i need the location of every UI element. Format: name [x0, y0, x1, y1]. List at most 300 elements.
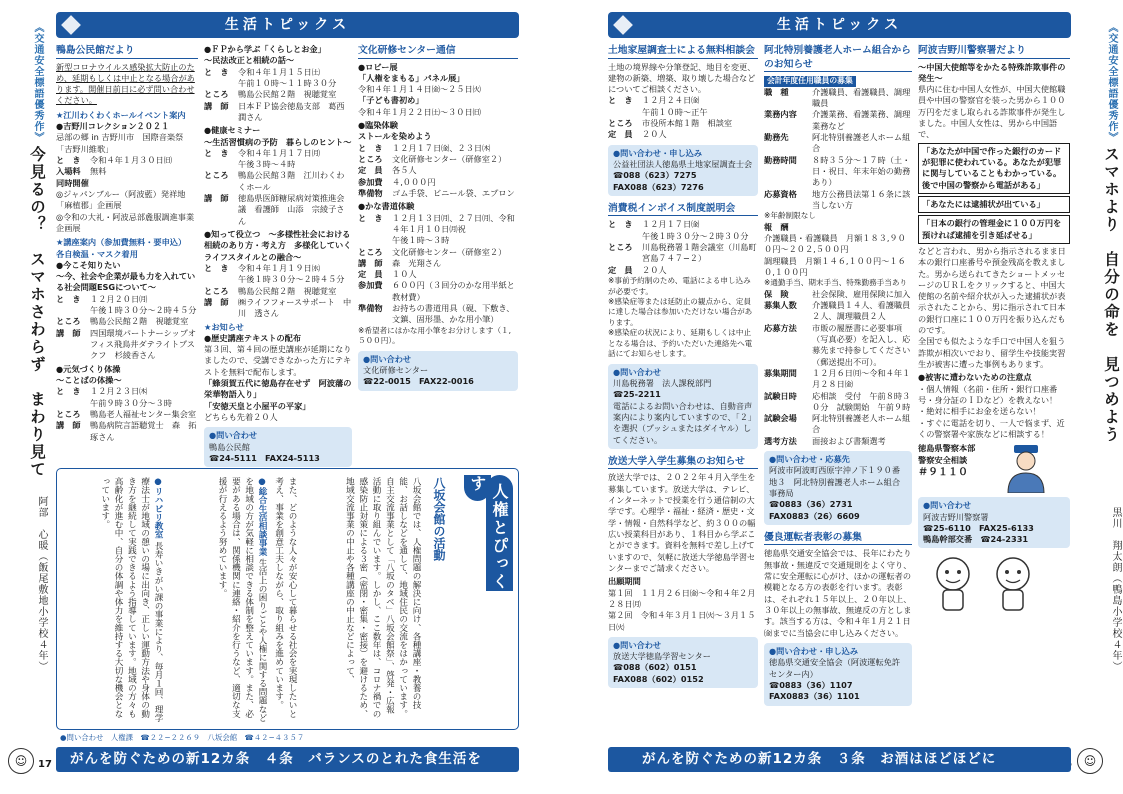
label: 試験会場 [764, 413, 797, 424]
value: 川島税務署１階会議室（川島町宮島７４７−２） [642, 242, 757, 264]
notice-heading: ★お知らせ [204, 321, 244, 332]
cancer-prevention-footer [56, 747, 519, 772]
application-period-label: 出願期間 [608, 576, 641, 587]
contact-title: ●問い合わせ [613, 639, 662, 650]
eligibility [764, 189, 912, 212]
fraud-quote-3: 「日本の銀行の管理金に１００万円を預ければ逮捕を引き延ばせる」 [918, 215, 1070, 244]
value: 鴨島公民館２階 視聴覚室 [90, 316, 189, 327]
invoice-note-1: ※事前予約制のため、電話による申し込みが必要です。 [608, 276, 751, 296]
label: と き [204, 147, 229, 158]
course-2-time: 午前９時３０分〜３時 [90, 397, 172, 408]
value: 令和４年１月１７日㈪ [238, 147, 320, 158]
course-2-title: ●元気づくり体操 [56, 363, 121, 374]
contact-fax: FAX088（623）7276 [613, 181, 704, 192]
slogan-author: 黒川 翔太朗（鴨島小学校４年） [1110, 507, 1121, 672]
contact-title: ●問い合わせ [209, 430, 258, 441]
label: 講 師 [56, 327, 81, 338]
value: １２月６日㈪〜令和４年１月２８日㈮ [812, 367, 911, 390]
invoice-note-3: ※感染症の状況により、延期もしくは中止となる場合は、予約いただいた連絡先へ電話にてお知らせします。 [608, 328, 753, 359]
land-survey-contact [608, 145, 758, 196]
work-hours [764, 155, 912, 189]
value: ㈱ライフフォースサポート 中川 透さん [238, 296, 352, 319]
tip-2: ・絶対に相手にお金を送らない！ [918, 406, 1041, 417]
label: ところ [56, 408, 81, 419]
label: ところ [608, 118, 633, 129]
useful-lecturer [204, 297, 352, 320]
label: 入場料 [56, 166, 81, 177]
label: 講 師 [204, 100, 229, 111]
course-1-date [56, 294, 198, 305]
contact-fax: FAX0883（26）6609 [769, 510, 860, 521]
land-survey-date [608, 95, 758, 106]
paragraph: 自主交流事業として「八坂のタベ」八坂会館祭」、啓発・広報活動に取り組んでいます。しかし、ここ数年は、コロナ禍での感染防止対策による３密（密閉・密集・密接）を避けるため、地域交流事業の中止や各種講座の中止などによって、 [344, 477, 395, 718]
value: 社会保険、雇用保険に加入 [812, 288, 911, 299]
value: １２月２４日㈮ [642, 95, 700, 106]
calligraphy-lecturer [358, 258, 518, 269]
value: 阿北特別養護老人ホーム組合 [812, 413, 911, 435]
health-title: ●健康セミナー [204, 125, 261, 136]
dye-heading: ●臨染体験 [358, 120, 398, 131]
contact-fax: FAX0883（36）1101 [769, 691, 860, 702]
value: 令和４年１月３０日㈰ [90, 155, 172, 166]
invoice-place [608, 242, 758, 265]
value: 鴨島公民館３階 江川わくわくホール [238, 170, 345, 192]
contact-tel: ☎22-0015 FAX22-0016 [363, 376, 474, 387]
label: と き [358, 212, 383, 223]
contact-title: ●問い合わせ・申し込み [613, 147, 703, 158]
value: 面接および書類選考 [812, 435, 886, 446]
health-subtitle: 〜生活習慣病の予防 暮らしのヒント〜 [204, 136, 352, 147]
contact-name: 文化研修センター [363, 364, 429, 375]
label: 講 師 [56, 420, 81, 431]
event-date-row [56, 155, 198, 166]
course-section-note: 各自検温・マスク着用 [56, 248, 138, 259]
label: と き [608, 95, 633, 106]
tips-heading: ●被害に遭わないための注意点 [918, 372, 1032, 383]
police-contact [918, 497, 1070, 548]
label: と き [56, 386, 81, 397]
contact-title: ●問い合わせ・応募先 [769, 454, 850, 465]
invoice-contact [608, 364, 758, 449]
cancer-prevention-footer [608, 747, 1071, 772]
contact-fax: FAX088（602）0152 [613, 673, 704, 684]
health-lecturer [204, 193, 352, 227]
course-1-place [56, 316, 198, 327]
headcount [764, 300, 912, 323]
value: 阿北特別養護老人ホーム組合 [812, 132, 911, 154]
value: ８時３５分〜１７時（土・日・祝日、年末年始の勤務あり） [812, 154, 911, 188]
invoice-title: 消費税インボイス制度説明会 [608, 202, 758, 217]
fp-time: 午前１０時〜１１時３０分 [238, 77, 337, 88]
recruitment-badge: 会計年度任用職員の募集 [764, 76, 856, 87]
value: １２月２３日㈭ [90, 386, 148, 397]
university-contact [608, 637, 758, 688]
label: 応募資格 [764, 188, 797, 199]
value: ２０人 [642, 264, 667, 275]
police-hq-text [918, 443, 996, 493]
value: 介護業務、看護業務、調理業務など [812, 109, 911, 131]
calligraphy-capacity [358, 269, 518, 280]
calligraphy-place [358, 247, 518, 258]
value: 各５人 [392, 165, 417, 176]
invoice-capacity [608, 265, 758, 276]
value: 文化研修センター（研修室２） [392, 154, 507, 165]
page-16 [562, 0, 1123, 794]
dye-capacity [358, 165, 518, 176]
culture-center-column [358, 44, 518, 391]
label: ところ [358, 154, 383, 165]
police-hq-block [918, 443, 1070, 493]
paragraph: 長寿いきがい課の事業により、毎月１回、理学療法士が地域の憩いの場に出向き、正しい運動方法や身体の動き方を継続して実践できるよう指導しています。地域の方々も高齢化が進む中、自分の体調や体力を維持する大切な機会となっています。 [99, 477, 163, 722]
value: 森 光翔さん [392, 257, 442, 268]
right-column-1 [608, 44, 758, 688]
value: 鴨島老人福祉センター集会室 [90, 408, 197, 419]
label: ところ [204, 89, 229, 100]
course-2-lecturer [56, 420, 198, 443]
label: 定 員 [608, 129, 633, 140]
lobby-exhibit-2: 「子ども書初め」 [358, 95, 424, 106]
health-date [204, 148, 352, 159]
land-survey-capacity [608, 129, 758, 140]
calligraphy-date [358, 213, 518, 236]
tip-3: ・すぐに電話を切り、一人で悩まず、近くの警察署や家族などに相談する！ [918, 417, 1065, 439]
contact-tel: ☎088（623）7275 [613, 170, 697, 181]
footer-text: がんを防ぐための新12カ条 ３条 お酒はほどほどに [642, 751, 997, 767]
land-survey-place [608, 118, 758, 129]
right-column-3 [918, 44, 1070, 616]
label: 講 師 [204, 193, 229, 204]
contact-tel: ☎25-2211 [613, 389, 661, 400]
label: 選考方法 [764, 435, 797, 446]
value: 市役所本館１階 相談室 [642, 118, 733, 129]
right-column-2 [764, 44, 912, 706]
dye-fee [358, 177, 518, 188]
value: １２月１７日㈮、２３日㈭ [392, 142, 491, 153]
consultation-section [168, 477, 268, 722]
label: ところ [56, 316, 81, 327]
label: と き [358, 142, 383, 153]
contact-org: 阿波吉野川警察署 [923, 511, 989, 522]
section-banner: 生活トピックス [56, 12, 519, 38]
yasaka-body-1 [304, 477, 422, 722]
value: 介護職員１４人、看護職員２人、調理職員２人 [812, 300, 911, 322]
contact-org: 公益社団法人徳島県土地家屋調査士会 [613, 159, 753, 170]
label: 定 員 [358, 269, 383, 280]
value: 令和４年１月１９日㈬ [238, 262, 320, 273]
invoice-note-2: ※感染症等または延防止の観点から、定員に達した場合は参加いただけない場合があります。 [608, 296, 753, 327]
contact-title: ●問い合わせ [923, 500, 972, 511]
course-2-place [56, 409, 198, 420]
job-duties [764, 109, 912, 132]
label: 参加費 [358, 280, 383, 291]
calligraphy-note: ※希望者にはかな用小筆をお分けします（１,５００円）。 [358, 325, 512, 346]
police-body-3: 全国でも似たような手口で中国人を狙う詐欺が相次いでおり、留学生や技能実習生が被害に遭った事例もあります。 [918, 336, 1066, 370]
fraud-quote-1: 「あなたが中国で作った銀行のカードが犯罪に使われている。あなたが犯罪に関与していることもわかっている。後で中国の警察から電話がある」 [918, 143, 1070, 194]
value: 無料 [90, 166, 107, 177]
dye-subtitle: ストールを染めよう [358, 131, 432, 142]
value: ６００円（３回分のかな用半紙と教材費） [392, 280, 515, 302]
dye-prep [358, 188, 518, 199]
dye-date [358, 143, 518, 154]
paragraph: また、どのような人々が安心して暮らせる社会を実現したいと考え、事業を創意工夫しながら、取り組みを進めています。 [273, 477, 297, 718]
calligraphy-time: 午後１時〜３時 [392, 235, 450, 246]
insurance [764, 289, 912, 300]
invoice-time: 午後１時３０分〜２時３０分 [642, 230, 749, 241]
age-note: ※年齢制限なし [764, 211, 816, 221]
label: 定 員 [608, 264, 633, 275]
lobby-exhibit-1-date: 令和４年１月１４日㈮〜２５日㈫ [358, 84, 481, 95]
slogan-heading: 《交通安全標語優秀作》 [32, 22, 43, 143]
footer-text: がんを防ぐための新12カ条 ４条 バランスのとれた食生活を [70, 751, 482, 767]
value: ４,０００円 [392, 176, 436, 187]
contact-tel: ☎0883（36）1107 [769, 679, 853, 690]
value: 徳島県医師糖尿病対策推進会議 看護師 山添 宗綾子さん [238, 193, 345, 226]
value: 応相談 受付 午前８時３０分 試験開始 午前９時 [812, 390, 911, 412]
contact-tel: ☎25-6110 FAX25-6133 [923, 522, 1034, 533]
co-event-heading: 同時開催 [56, 177, 89, 188]
label: 定 員 [358, 165, 383, 176]
label: ところ [608, 242, 633, 253]
university-title: 放送大学入学生募集のお知らせ [608, 455, 758, 470]
label: 試験日時 [764, 390, 797, 401]
invoice-date [608, 219, 758, 230]
label: と き [204, 66, 229, 77]
slogan-text: スマホより 自分の命を 見つめよう [1102, 145, 1121, 444]
fraud-quote-2: 「あなたには逮捕状が出ている」 [918, 196, 1070, 213]
salary-cook: 調理職員 月額１４６,１００円〜１６０,１００円 [764, 255, 906, 277]
apply-period [764, 368, 912, 391]
course-1-subtitle: 〜今、社会や企業が最も力を入れている社会問題ESGについて〜 [56, 271, 196, 293]
application-period-2: 第２回 令和４年３月１日㈫〜３月１５日㈫ [608, 610, 756, 632]
label: 保 険 [764, 288, 789, 299]
contact-org: 川島税務署 法人課税部門 [613, 378, 712, 389]
label: 報 酬 [764, 221, 789, 232]
nursing-home-title: 阿北特別養護老人ホーム組合からのお知らせ [764, 44, 912, 72]
health-place [204, 170, 352, 193]
event-subtitle: 忌部の郷 in 吉野川市 国際音楽祭「吉野川維歌」 [56, 132, 184, 154]
contact-org: 阿波市阿波町西原字沖ノ下１９０番地３ 阿北特別養護老人ホーム組合 事務局 [769, 465, 909, 499]
label: ところ [204, 170, 229, 181]
contact-tel: ☎0883（36）2731 [769, 499, 853, 510]
lobby-exhibit-2-date: 令和４年１月２２日㈯〜３０日㈰ [358, 106, 481, 117]
value: 令和４年１月１５日㈯ [238, 66, 320, 77]
contact-name: 鴨島公民館 [209, 441, 250, 452]
section-heading: ●リハビリ教室 [153, 477, 163, 539]
notice-body: 第３回、第４回の歴史講座が延期になりましたので、受講できなかった方にテキストを無料で配布します。 [204, 344, 352, 377]
health-time: 午後３時〜４時 [238, 159, 296, 170]
lobby-exhibit-1: 「人権をまもる」パネル展」 [358, 72, 465, 83]
label: 勤務先 [764, 132, 789, 143]
slogan-text: 今見るの？ スマホさわらず まわり見て [28, 145, 47, 479]
label: 応募方法 [764, 322, 797, 333]
land-survey-body: 土地の境界線や分筆登記、地目を変更、建物の新築、増築、取り壊した場合などについてご相談ください。 [608, 61, 756, 95]
tip-1: ・個人情報（名前・住所・銀行口座番号・身分証のＩＤなど）を教えない！ [918, 383, 1058, 405]
job-type [764, 87, 912, 110]
event-section-heading: ★江川わくわくホールイベント案内 [56, 109, 186, 120]
label: と き [204, 262, 229, 273]
selection-method [764, 436, 912, 447]
page-number: 17 [38, 759, 52, 770]
lobby-heading: ●ロビー展 [358, 61, 398, 72]
kamojima-title: 鴨島公民館だより [56, 44, 198, 59]
kamojima-column [56, 44, 198, 443]
allowance-note: ※通勤手当、期末手当、特殊勤務手当あり [764, 278, 908, 288]
salary-label [764, 222, 912, 233]
fp-date [204, 67, 352, 78]
label: 準備物 [358, 187, 383, 198]
slogan-author: 阿部 心暖（飯尾敷地小学校４年） [36, 496, 47, 672]
kamojima-intro: 新型コロナウイルス感染拡大防止のため、延期もしくは中止となる場合があります。開催日前日に必ず問い合わせください。 [56, 61, 195, 106]
culture-center-title: 文化研修センター通信 [358, 44, 518, 59]
label: 業務内容 [764, 109, 797, 120]
course-1-title: ●今こそ知りたい [56, 259, 121, 270]
value: 介護職員、看護職員、調理職員 [812, 86, 911, 109]
human-rights-heading: 人権とぴっくす [464, 475, 513, 591]
calligraphy-fee [358, 280, 518, 303]
slogan-heading: 《交通安全標語優秀作》 [1106, 22, 1117, 143]
label: 参加費 [358, 176, 383, 187]
subtitle-text: 八坂会館の活動 [432, 477, 446, 561]
mascot-icon: ☺ [1077, 748, 1103, 774]
contact-tel: ☎088（602）0151 [613, 662, 697, 673]
exam-date [764, 391, 912, 414]
useful-time: 午後１時３０分〜２時４５分 [238, 274, 345, 285]
mascot-icon: ☺ [8, 748, 34, 774]
driver-award-title: 優良運転者表彰の募集 [764, 531, 912, 546]
traffic-slogan-right [1078, 22, 1122, 692]
workplace [764, 132, 912, 155]
label: と き [608, 219, 633, 230]
application-period-1: 第１回 １１月２６日㈮〜令和４年２月２８日㈪ [608, 587, 756, 609]
fp-title: ●ＦＰから学ぶ「くらしとお金」 [204, 44, 326, 54]
contact-guide: 電話によるお問い合わせは、自動音声案内により案内していますので、「２」を選択（プッシュまたはダイヤル）してください。 [613, 400, 753, 445]
hq-number: ＃９１１０ [918, 466, 968, 478]
hq-name: 徳島県警察本部 [918, 443, 976, 454]
label: と き [56, 293, 81, 304]
label: 募集人数 [764, 300, 797, 311]
driver-award-contact [764, 643, 912, 706]
apply-method [764, 323, 912, 368]
course-1-time: 午後１時３０分〜２時４５分 [90, 305, 197, 316]
label: 募集期間 [764, 367, 797, 378]
value: １２月１７日㈮ [642, 219, 700, 230]
label: 講 師 [358, 257, 383, 268]
police-body-2: などと言われ、男から指示されるまま日本の銀行口座番号や預金残高を教えました。男から送られてきたショートメッセージのＵＲＬをクリックすると、中国大使館の名前や紹介状が入った逮捕状が表示されたことから、男に指示されて日本の銀行口座に１００万円を振り込んだものです。 [918, 245, 1066, 336]
notice-text-1: 「蜂須賀五代に徳島存在せず 阿波藩の栄華物語入り」 [204, 378, 352, 400]
useful-date [204, 263, 352, 274]
label: と き [56, 155, 81, 166]
value: お持ちの書道用具（硯、下敷き、文鎮、固形墨、かな用小筆） [392, 303, 515, 325]
label: 勤務時間 [764, 154, 797, 165]
human-rights-title [448, 475, 510, 615]
dye-place [358, 154, 518, 165]
value: ２０人 [642, 129, 667, 140]
salary-care: 介護職員・看護職員 月額１８３,９００円〜２０２,５００円 [764, 233, 906, 255]
value: ゴム手袋、ビニール袋、エプロン [392, 187, 515, 198]
contact-2: 八坂会館 ☎４２−４３５７ [207, 733, 305, 742]
police-subtitle: 〜中国大使館等をかたる特殊詐欺事件の発生〜 [918, 61, 1066, 83]
label: 職 種 [764, 86, 789, 97]
human-rights-topics [56, 468, 519, 730]
calligraphy-heading: ●かな書道体験 [358, 201, 415, 212]
course-section-heading: ★講座案内（参加費無料・要申込） [56, 237, 187, 248]
value: 鴨島公民館２階 視聴覚室 [238, 285, 337, 296]
land-survey-time: 午前１０時〜正午 [642, 106, 708, 117]
co-event-2: ◎令和の大礼・阿波忌部麁服調進事業企画展 [56, 211, 195, 233]
value: 文化研修センター（研修室２） [392, 246, 507, 257]
contact-title: ●問い合わせ・申し込み [769, 645, 859, 656]
notice-text-2: 「安徳天皇と小屋平の平家」 [204, 400, 311, 411]
value: 地方公務員法第１６条に該当しない方 [812, 188, 911, 210]
value: 市販の履歴書に必要事項（写真必要）を記入し、応募先まで持参してください（郵送提出不可）。 [812, 322, 911, 367]
label: 準備物 [358, 303, 383, 314]
land-survey-title: 土地家屋調査士による無料相談会 [608, 44, 758, 59]
fp-subtitle: 〜民法改正と相続の話〜 [204, 55, 295, 66]
label: ところ [204, 285, 229, 296]
contact-1: 人権課 ☎２２−２２６９ [110, 733, 201, 742]
label: ところ [358, 246, 383, 257]
kamojima-column-2 [204, 44, 352, 467]
traffic-slogan-left [4, 22, 48, 692]
useful-title: ●知って役立つ 〜多様性社会における相続のあり方・考え方 多様化していくライフスタイルとの融合〜 [204, 229, 352, 262]
rehab-and-pr-section [58, 477, 164, 722]
driver-award-body: 徳島県交通安全協会では、長年にわたり無事故・無違反で交通規則をよく守り、常に安全運転に心がけ、ほかの運転者の模範となる方の表彰を行います。表彰は、それぞれ１５年以上、２０年以上、３０年以上の無事故、無違反の方とします。該当する方は、令和４年１月２１日㈮までに当協会に申し込みください。 [764, 548, 912, 638]
kamojima-contact [204, 427, 352, 467]
koban-tel: 鴨島幹部交番 ☎24-2331 [923, 534, 1029, 545]
section-heading: ●総合生活相談事業 [257, 477, 267, 556]
value: 鴨島公民館２階 視聴覚室 [238, 89, 337, 100]
course-2-subtitle: 〜ことばの体操〜 [56, 374, 122, 385]
police-officer-icon [996, 443, 1056, 493]
label: 講 師 [204, 296, 229, 307]
notice-limit: どちらも先着２０人 [204, 412, 278, 422]
course-1-lecturer [56, 328, 198, 362]
section-banner: 生活トピックス [608, 12, 1071, 38]
value: １２月１３日㈪、２７日㈪、令和４年１月１０日㈪祝 [392, 212, 515, 234]
fp-place [204, 89, 352, 100]
page-17 [0, 0, 561, 794]
event-fee-row [56, 166, 198, 177]
co-event-1: ◎ジャパンブルー（阿波藍）発祥地「麻植郡」企画展 [56, 188, 186, 211]
useful-place [204, 286, 352, 297]
mascot-characters-icon [918, 552, 1048, 612]
exam-venue [764, 413, 912, 436]
contact-title: ●問い合わせ [60, 733, 104, 742]
police-body-1: 県内に住む中国人女性が、中国大使館職員や中国の警察官を装った男から１００万円をだまし取られる詐欺事件が発生しました。中国人女性は、男から中国語で、 [918, 84, 1066, 140]
calligraphy-prep [358, 303, 518, 326]
notice-title: ●歴史講座テキストの配布 [204, 332, 302, 343]
yasaka-subtitle [428, 477, 448, 722]
police-title: 阿波吉野川警察署だより [918, 44, 1070, 59]
paragraph: 八坂会館では、人権問題の解決に向け、各種講座・教養の技能、お話しなどを通して、地域住民の交流をはかっています。 [397, 477, 421, 718]
fp-lecturer [204, 101, 352, 124]
hq-service: 警察安全相談 [918, 454, 968, 465]
human-rights-contact [60, 733, 518, 743]
value: １２月２０日㈪ [90, 293, 148, 304]
nursing-home-contact [764, 451, 912, 525]
value: 鴨島病院言語聴覚士 森 拓琢さん [90, 420, 197, 442]
value: 日本ＦＰ協会徳島支部 葛西 潤さん [238, 100, 353, 122]
contact-org: 徳島県交通安全協会（阿波運転免許センター内） [769, 657, 901, 679]
value: 四国環境パートナーシップオフィス飛鳥井ダテライトプスクフ 杉綾香さん [90, 327, 197, 361]
paragraph: 生活上の困りごとや人権に関する問題などを地域の方が気軽に相談できる体制を整えています。また、必要がある場合は、関係機関に連絡・紹介を行うなど、適切な支援が行えるよう努めています。 [217, 477, 267, 722]
university-body: 放送大学では、２０２２年４月入学生を募集しています。放送大学は、テレビ、インターネットで授業を行う通信制の大学です。心理学・福祉・経済・歴史・文学・情報・自然科学など、約３００の幅広い授業科目があり、１科目から学ぶことができます。資料を無料で差し上げていますので、気軽に放送大学徳島学習センターまでご請求ください。 [608, 472, 756, 573]
yasaka-body-2 [274, 477, 298, 722]
contact-org: 放送大学徳島学習センター [613, 651, 711, 662]
contact-title: ●問い合わせ [363, 353, 412, 364]
value: １０人 [392, 269, 417, 280]
contact-title: ●問い合わせ [613, 366, 662, 377]
